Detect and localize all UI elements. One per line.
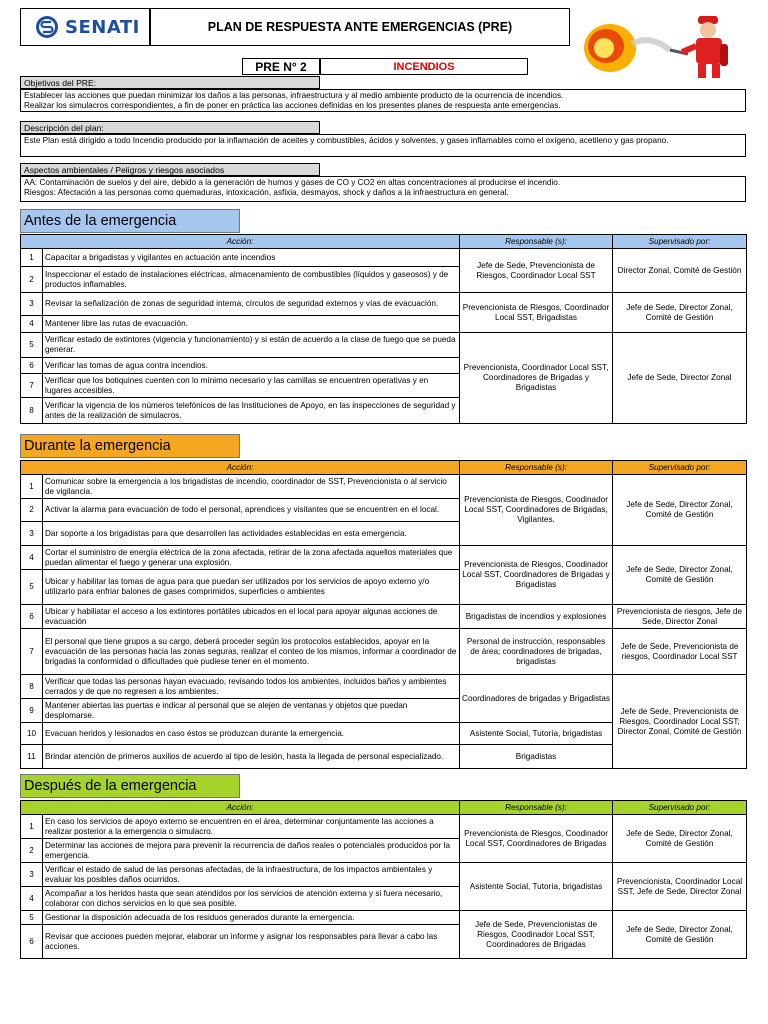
- row-accion: Cortar el suministro de energía eléctrica de la zona afectada, retirar de la zona afectada aquellos materiales que puedan alimentar el fuego y generar una explosión.: [43, 546, 460, 570]
- row-accion: Gestionar la disposición adecuada de los residuos generados durante la emergencia.: [43, 911, 460, 925]
- row-accion: Verificar que los botiquines cuenten con lo mínimo necesario y las camillas se encuentren operativas y en lugares accesibles.: [43, 374, 460, 398]
- row-number: 11: [21, 745, 43, 769]
- row-number: 9: [21, 699, 43, 723]
- row-number: 6: [21, 925, 43, 959]
- pre-name: INCENDIOS: [320, 58, 528, 75]
- row-supervisor: Jefe de Sede, Director Zonal: [613, 333, 747, 424]
- aspectos-content: [20, 176, 746, 202]
- senati-logo-icon: [35, 15, 59, 39]
- row-accion: Verificar la vigencia de los números telefónicos de las Instituciones de Apoyo, en las inspecciones de seguridad y antes de la realización de simulacros.: [43, 398, 460, 424]
- row-number: 10: [21, 723, 43, 745]
- row-accion: Revisar la señalización de zonas de seguridad interna, círculos de seguridad externos y vías de evacuación.: [43, 293, 460, 316]
- row-accion: En caso los servicios de apoyo externo se encuentren en el área, determinar conjuntamente las acciones a realizar posterior a la emergencia o simulacro.: [43, 815, 460, 839]
- row-number: 5: [21, 911, 43, 925]
- aspectos-label: Aspectos ambientales / Peligros y riesgos asociados: [20, 163, 320, 176]
- row-accion: Comunicar sobre la emergencia a los brigadistas de incendio, coordinador de SST, Prevencionista o al servicio de vigilancia.: [43, 475, 460, 499]
- table-row: [21, 629, 747, 675]
- row-supervisor: Jefe de Sede, Prevencionista de Riesgos, Coordinador Local SST; Director Zonal, Comité de Gestión: [613, 675, 747, 769]
- row-number: 1: [21, 249, 43, 267]
- row-number: 3: [21, 522, 43, 546]
- col-supervisado: Supervisado por:: [613, 461, 747, 475]
- row-accion: Verificar el estado de salud de las personas afectadas, de la infraestructura, de los impactos ambientales y evaluar los posibles daños ocurridos.: [43, 863, 460, 887]
- row-number: 8: [21, 398, 43, 424]
- row-accion: Ubicar y habiliatar el acceso a los extintores portátiles ubicados en el local para apoyar algunas acciones de evacuación: [43, 605, 460, 629]
- row-supervisor: Jefe de Sede, Director Zonal, Comité de Gestión: [613, 815, 747, 863]
- row-supervisor: Director Zonal, Comité de Gestión: [613, 249, 747, 293]
- row-responsable: Prevencionista de Riesgos, Coodinador Local SST, Coordinadores de Brigadas y Brigadistas: [460, 546, 613, 605]
- col-responsable: Responsable (s):: [460, 235, 613, 249]
- table-row: [21, 293, 747, 316]
- descripcion-content: Este Plan está dirigido a todo Incendio producido por la inflamación de aceites y combustibles, ácidos y solventes, y gases inflamables como el oxígeno, acetileno y gas propano.: [20, 134, 746, 157]
- col-accion: Acción:: [21, 461, 460, 475]
- durante-table: [20, 460, 747, 769]
- col-supervisado: Supervisado por:: [613, 235, 747, 249]
- row-supervisor: Jefe de Sede, Prevencionista de riesgos, Coordinador Local SST: [613, 629, 747, 675]
- objetivos-content: [20, 89, 746, 112]
- row-responsable: Asistente Social, Tutoría, brigadistas: [460, 863, 613, 911]
- row-responsable: Jefe de Sede, Prevencionista de Riesgos, Coordinador Local SST: [460, 249, 613, 293]
- table-row: [21, 911, 747, 925]
- row-accion: Verificar estado de extintores (vigencia y funcionamiento) y si están de acuerdo a la clase de fuego que se pueda generar.: [43, 333, 460, 358]
- row-responsable: Prevencionista de Riesgos, Coodinador Local SST, Coordinadores de Brigadas, Vigilantes.: [460, 475, 613, 546]
- row-accion: Mantener libre las rutas de evacuación.: [43, 316, 460, 333]
- table-row: [21, 546, 747, 570]
- row-supervisor: Prevencionista, Coordinador Local SST, Jefe de Sede, Director Zonal: [613, 863, 747, 911]
- row-supervisor: Jefe de Sede, Director Zonal, Comité de Gestión: [613, 475, 747, 546]
- row-responsable: Personal de instrucción, responsables de área; coordinadores de brigadas, brigadistas: [460, 629, 613, 675]
- row-responsable: Jefe de Sede, Prevencionistas de Riesgos, Coodinador Local SST, Coordinadores de Brigadas: [460, 911, 613, 959]
- row-accion: Inspeccionar el estado de instalaciones eléctricas, almacenamiento de combustibles (líquidos y gaseosos) y de productos inflamables.: [43, 267, 460, 293]
- row-accion: Ubicar y habilitar las tomas de agua para que puedan ser utilizados por los servicios de apoyo externo y/o utilizarlo para enfriar balones de gases comprimidos, superficies o ambientes: [43, 570, 460, 605]
- table-row: [21, 249, 747, 267]
- row-supervisor: Jefe de Sede, Director Zonal, Comité de Gestión: [613, 546, 747, 605]
- col-supervisado: Supervisado por:: [613, 801, 747, 815]
- row-number: 5: [21, 570, 43, 605]
- row-number: 4: [21, 316, 43, 333]
- row-supervisor: Prevencionista de riesgos, Jefe de Sede, Director Zonal: [613, 605, 747, 629]
- row-responsable: Prevencionista de Riesgos, Coodinador Local SST, Coordinadores de Brigadas: [460, 815, 613, 863]
- row-number: 7: [21, 629, 43, 675]
- row-responsable: Brigadistas de incendios y explosiones: [460, 605, 613, 629]
- row-accion: Activar la alarma para evacuación de todo el personal, aprendices y visitantes que se encuentren en el local.: [43, 499, 460, 522]
- table-row: [21, 815, 747, 839]
- row-number: 4: [21, 887, 43, 911]
- table-row: [21, 333, 747, 358]
- row-number: 2: [21, 839, 43, 863]
- objetivo-line: Realizar los simulacros correspondientes, a fin de poner en práctica las acciones definidas en los presentes planes de respuesta ante emergencias.: [24, 101, 561, 110]
- row-responsable: Prevencionista, Coordinador Local SST, Coordinadores de Brigadas y Brigadistas: [460, 333, 613, 424]
- row-number: 1: [21, 475, 43, 499]
- durante-section-title: Durante la emergencia: [20, 434, 240, 458]
- pre-number: PRE N° 2: [242, 58, 320, 75]
- row-supervisor: Jefe de Sede, Director Zonal, Comité de Gestión: [613, 293, 747, 333]
- row-number: 3: [21, 863, 43, 887]
- row-number: 7: [21, 374, 43, 398]
- aspecto-line: AA: Contaminación de suelos y del aire, debido a la generación de humos y gases de CO y CO2 en altas concentraciones al producirse el incendio.: [24, 178, 561, 187]
- row-responsable: Asistente Social, Tutoría, brigadistas: [460, 723, 613, 745]
- row-accion: Verificar las tomas de agua contra incendios.: [43, 358, 460, 374]
- row-number: 1: [21, 815, 43, 839]
- row-accion: Brindar atención de primeros auxilios de acuerdo al tipo de lesión, hasta la llegada de personal especializado.: [43, 745, 460, 769]
- row-accion: Acompañar a los heridos hasta que sean atendidos por los servicios de atención externa y si fuera necesario, colaborar con dichos servicios en lo que sea posible.: [43, 887, 460, 911]
- descripcion-label: Descripción del plan:: [20, 121, 320, 134]
- row-number: 8: [21, 675, 43, 699]
- row-responsable: Brigadistas: [460, 745, 613, 769]
- table-header-row: [21, 461, 747, 475]
- table-row: [21, 863, 747, 887]
- row-responsable: Coordinadores de brigadas y Brigadistas: [460, 675, 613, 723]
- row-number: 3: [21, 293, 43, 316]
- objetivo-line: Establecer las acciones que puedan minimizar los daños a las personas, infraestructura y al medio ambiente producto de la ocurrencia de incendios.: [24, 91, 564, 100]
- aspecto-line: Riesgos: Afectación a las personas como quemaduras, intoxicación, asfixia, desmayos, shock y daños a la infraestructura en general.: [24, 188, 509, 197]
- row-responsable: Prevencionista de Riesgos, Coordinador Local SST, Brigadistas: [460, 293, 613, 333]
- row-number: 4: [21, 546, 43, 570]
- col-responsable: Responsable (s):: [460, 801, 613, 815]
- objetivos-label: Objetivos del PRE:: [20, 76, 320, 89]
- col-accion: Acción:: [21, 801, 460, 815]
- table-header-row: [21, 801, 747, 815]
- row-accion: Determinar las acciones de mejora para prevenir la recurrencia de daños reales o potenciales producidos por la emergencia.: [43, 839, 460, 863]
- table-row: [21, 475, 747, 499]
- row-accion: Revisar que acciones pueden mejorar, elaborar un informe y asignar los responsables para llevar a cabo las acciones.: [43, 925, 460, 959]
- row-accion: Capacitar a brigadistas y vigilantes en actuación ante incendios: [43, 249, 460, 267]
- antes-table: [20, 234, 747, 424]
- row-number: 2: [21, 499, 43, 522]
- row-number: 6: [21, 605, 43, 629]
- col-responsable: Responsable (s):: [460, 461, 613, 475]
- despues-table: [20, 800, 747, 959]
- row-number: 6: [21, 358, 43, 374]
- row-supervisor: Jefe de Sede, Director Zonal, Comité de Gestión: [613, 911, 747, 959]
- logo-box: [20, 8, 150, 46]
- row-accion: Dar soporte a los brigadistas para que desarrollen las actividades establecidas en esta emergencia.: [43, 522, 460, 546]
- table-row: [21, 675, 747, 699]
- page-title: PLAN DE RESPUESTA ANTE EMERGENCIAS (PRE): [150, 8, 570, 46]
- row-accion: Evacuan heridos y lesionados en caso éstos se produzcan durante la emergencia.: [43, 723, 460, 745]
- row-number: 5: [21, 333, 43, 358]
- logo-text: SENATI: [65, 16, 140, 38]
- table-header-row: [21, 235, 747, 249]
- col-accion: Acción:: [21, 235, 460, 249]
- row-accion: Verificar que todas las personas hayan evacuado, revisando todos los ambientes, incluidos baños y ambientes cerrados y de que no regresen a los ambientes.: [43, 675, 460, 699]
- row-number: 2: [21, 267, 43, 293]
- table-row: [21, 605, 747, 629]
- antes-section-title: Antes de la emergencia: [20, 209, 240, 233]
- row-accion: El personal que tiene grupos a su cargo, deberá proceder según los protocolos establecidos, apoyar en la evacuación de las personas hacia las zonas seguras, realizar el conteo de los mismos, informar a coordinador de brigadas la conformidad o dificultades que pudiese tener en el momento.: [43, 629, 460, 675]
- row-accion: Mantener abiertas las puertas e indicar al personal que se alejen de ventanas y objetos que puedan desplomarse.: [43, 699, 460, 723]
- firefighter-icon: [570, 6, 755, 80]
- despues-section-title: Después de la emergencia: [20, 774, 240, 798]
